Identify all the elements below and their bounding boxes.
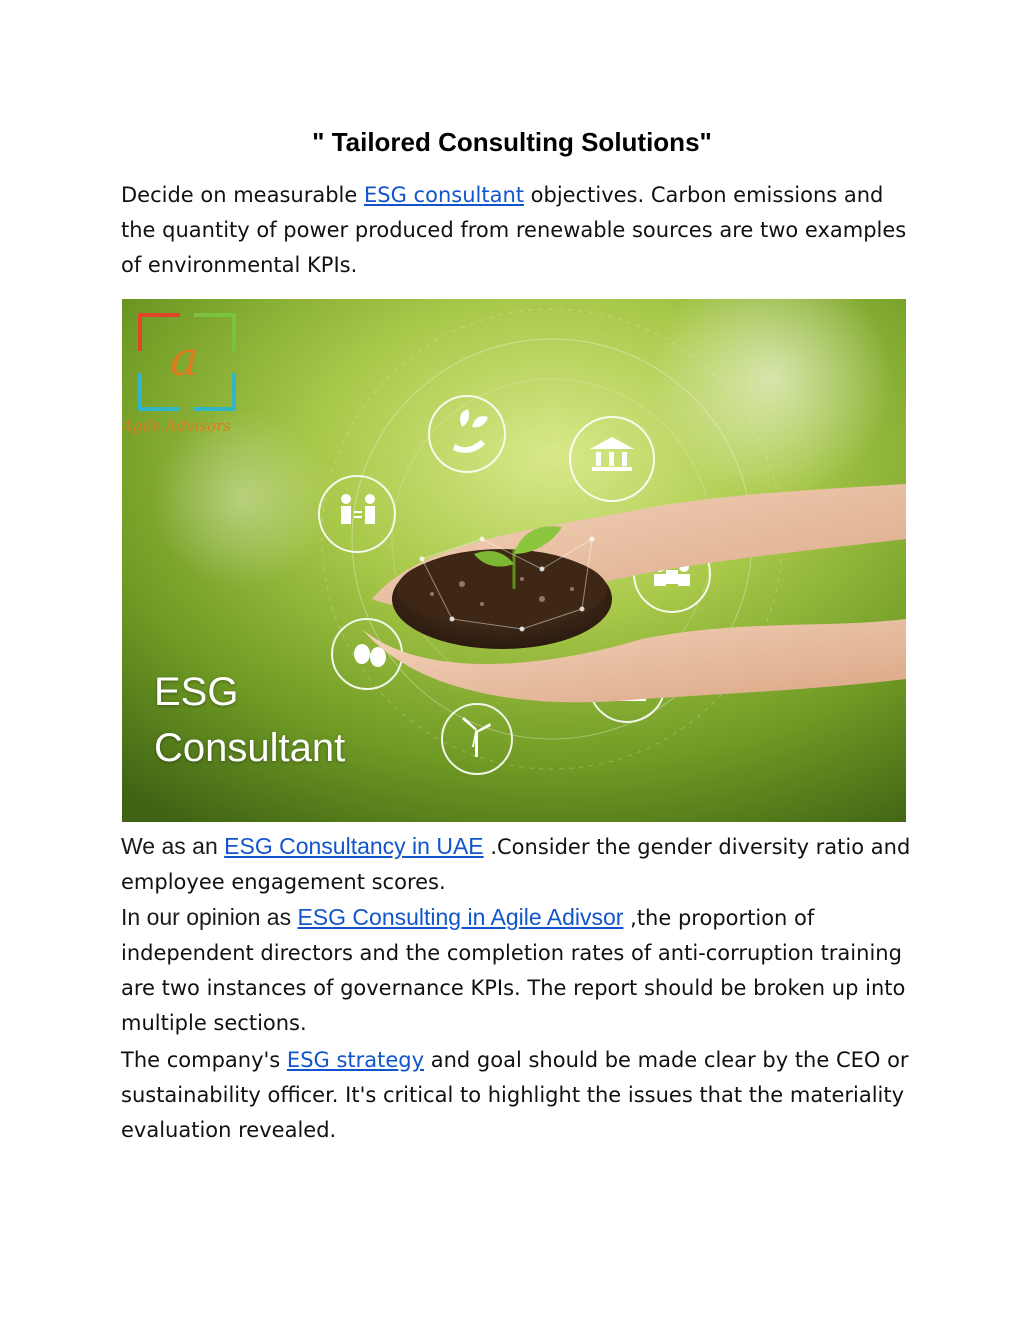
governance-paragraph <box>121 829 911 1041</box>
section2-line2-start: In our opinion as <box>121 904 298 930</box>
hero-image <box>122 299 906 822</box>
logo-letter: a <box>170 331 199 387</box>
section2-text-start: We as an <box>121 833 225 859</box>
section3-text-end: and goal should be made clear by the CEO or sustainability officer. It's critical to highlight the issues that the materiality evaluation revealed. <box>121 1048 909 1142</box>
hero-caption-line-2: Consultant <box>154 726 346 770</box>
hero-caption-line-1: ESG <box>154 670 239 714</box>
section2-line2-end: the proportion of independent directors and the completion rates of anti-corruption training are two instances of governance KPIs. The report should be broken up into multiple sections. <box>121 906 906 1035</box>
section2-line2-comma: , <box>623 906 637 930</box>
intro-paragraph <box>121 178 911 283</box>
esg-strategy-link[interactable]: ESG strategy <box>286 1048 425 1072</box>
strategy-paragraph <box>121 1043 911 1148</box>
esg-consulting-agile-link[interactable]: ESG Consulting in Agile Adivsor <box>297 904 624 930</box>
intro-text-start: Decide on measurable <box>121 183 364 207</box>
section2-text-end: .Consider the gender diversity ratio and employee engagement scores. <box>121 835 911 894</box>
section3-text-start: The company's <box>121 1048 287 1072</box>
logo-wordmark: Agile Advisors <box>122 417 231 435</box>
esg-consultancy-uae-link[interactable]: ESG Consultancy in UAE <box>224 833 484 859</box>
page-title: " Tailored Consulting Solutions" <box>312 127 712 157</box>
esg-consultant-link[interactable]: ESG consultant <box>364 183 524 207</box>
intro-text-end: objectives. Carbon emissions and the quantity of power produced from renewable sources are two examples of environmental KPIs. <box>121 183 907 277</box>
